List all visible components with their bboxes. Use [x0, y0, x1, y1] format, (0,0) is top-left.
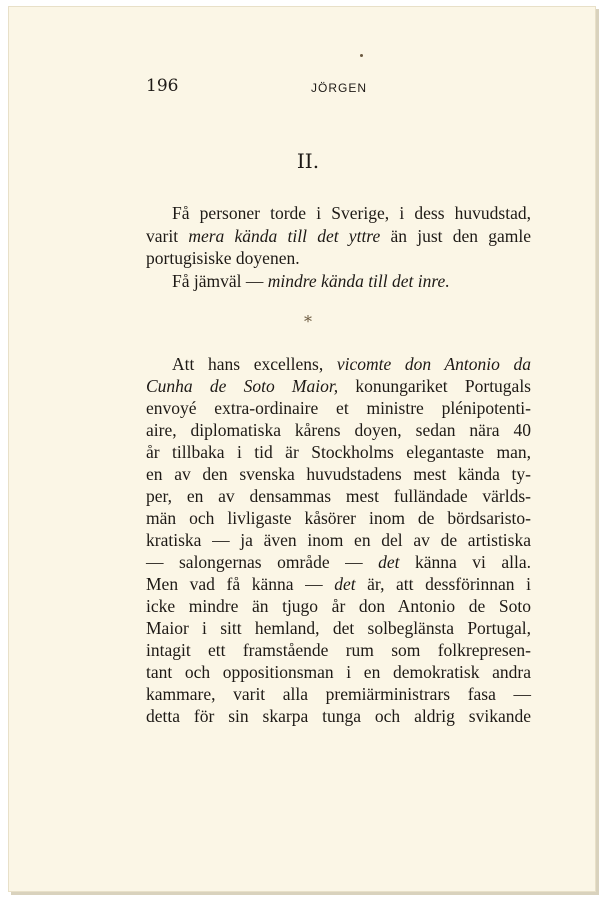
text-line [146, 573, 531, 595]
text-run: kammare, varit alla premiärministrars fasa — [146, 684, 531, 704]
text-run: män och livligaste kåsörer inom de bördsaristo- [146, 508, 531, 528]
text-run: Men vad få känna — [146, 574, 335, 594]
body-paragraph [146, 353, 531, 727]
text-run: Maior i sitt hemland, det solbeglänsta Portugal, [146, 618, 531, 638]
text-line [146, 270, 531, 293]
print-speck [360, 54, 363, 57]
text-run: Få jämväl — [172, 270, 268, 291]
text-line [146, 247, 531, 270]
text-run: portugisiske doyenen. [146, 248, 300, 268]
italic-text: det [378, 552, 400, 572]
text-line [146, 507, 531, 529]
text-line [146, 551, 531, 573]
section-ornament: * [304, 312, 312, 331]
text-line [146, 485, 531, 507]
text-run: per, en av densammas mest fulländade världs- [146, 486, 531, 506]
text-run: — salongernas område — [146, 552, 379, 572]
text-line [146, 441, 531, 463]
intro-paragraph [146, 202, 531, 292]
text-run: kratiska — ja även inom en del av de artistiska [146, 530, 531, 550]
text-run: konungariket Portugals [338, 376, 531, 396]
italic-text: mindre kända till det inre. [267, 270, 450, 291]
running-head: JÖRGEN [311, 81, 368, 95]
text-run: tant och oppositionsman i en demokratisk andra [146, 662, 531, 682]
text-line [146, 639, 531, 661]
text-line [146, 463, 531, 485]
text-line [146, 353, 531, 375]
text-line [146, 225, 531, 248]
text-run: icke mindre än tjugo år don Antonio de Soto [146, 596, 531, 616]
text-line [146, 419, 531, 441]
text-line [146, 202, 531, 225]
text-run: aire, diplomatiska kårens doyen, sedan nära 40 [146, 420, 531, 440]
italic-text: mera kända till det yttre [188, 225, 381, 246]
text-run: känna vi alla. [399, 552, 531, 572]
chapter-heading: II. [296, 149, 320, 173]
text-run: detta för sin skarpa tunga och aldrig svikande [146, 706, 531, 726]
text-line [146, 595, 531, 617]
text-run: envoyé extra-ordinaire et ministre plénipotenti- [146, 398, 531, 418]
text-run: Få personer torde i Sverige, i dess huvudstad, [172, 203, 531, 223]
italic-text: Cunha de Soto Maior, [146, 376, 339, 396]
text-run: Att hans excellens, [172, 354, 337, 374]
text-line [146, 397, 531, 419]
text-run: år tillbaka i tid är Stockholms elegantaste man, [146, 442, 531, 462]
text-run: är, att dessförinnan i [355, 574, 531, 594]
page-header [146, 76, 531, 98]
text-line [146, 375, 531, 397]
text-run: varit [146, 225, 189, 246]
text-line [146, 529, 531, 551]
text-line [146, 661, 531, 683]
text-run: än just den gamle [380, 225, 531, 246]
text-line [146, 705, 531, 727]
italic-text: vicomte don Antonio da [336, 354, 531, 374]
text-run: en av den svenska huvudstadens mest kända ty- [146, 464, 531, 484]
text-line [146, 683, 531, 705]
text-line [146, 617, 531, 639]
text-run: intagit ett framstående rum som folkrepresen- [146, 640, 531, 660]
page-number: 196 [146, 76, 179, 96]
italic-text: det [334, 574, 356, 594]
